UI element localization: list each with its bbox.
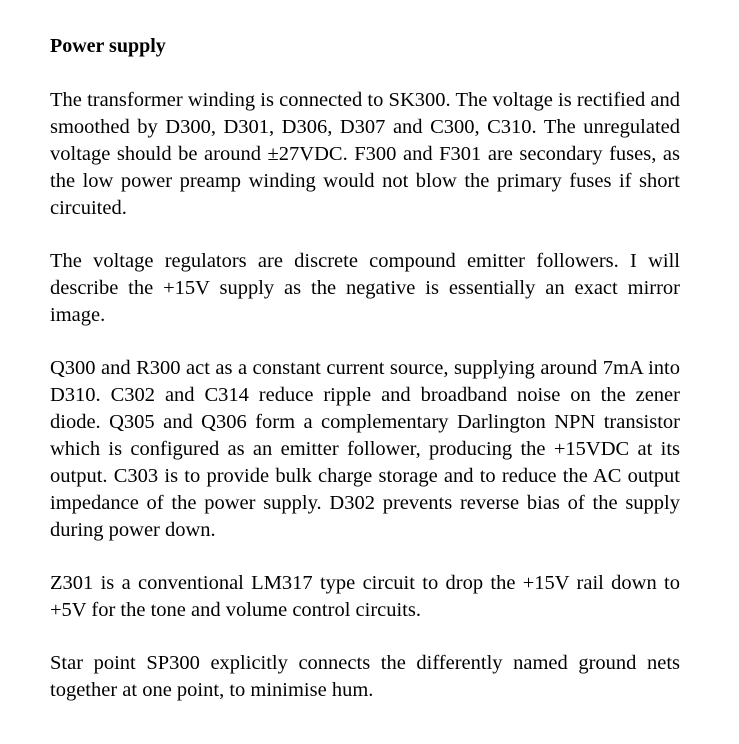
paragraph-star-point: Star point SP300 explicitly connects the differently named ground nets together at one point, to minimise hum. (50, 652, 680, 701)
document-page (50, 32, 680, 730)
section-heading: Power supply (50, 35, 166, 57)
paragraph-regulators: The voltage regulators are discrete compound emitter followers. I will describe the +15V supply as the negative is essentially an exact mirror image. (50, 250, 680, 326)
paragraph-lm317: Z301 is a conventional LM317 type circuit to drop the +15V rail down to +5V for the tone and volume control circuits. (50, 572, 680, 621)
paragraph-transformer: The transformer winding is connected to SK300. The voltage is rectified and smoothed by D300, D301, D306, D307 and C300, C310. The unregulated voltage should be around ±27VDC. F300 and F301 are secondary fuses, as the low power preamp winding would not blow the primary fuses if short circuited. (50, 89, 680, 219)
paragraph-current-source: Q300 and R300 act as a constant current source, supplying around 7mA into D310. C302 and C314 reduce ripple and broadband noise on the zener diode. Q305 and Q306 form a complementary Darlington NPN transistor which is configured as an emitter follower, producing the +15VDC at its output. C303 is to provide bulk charge storage and to reduce the AC output impedance of the power supply. D302 prevents reverse bias of the supply during power down. (50, 357, 680, 541)
